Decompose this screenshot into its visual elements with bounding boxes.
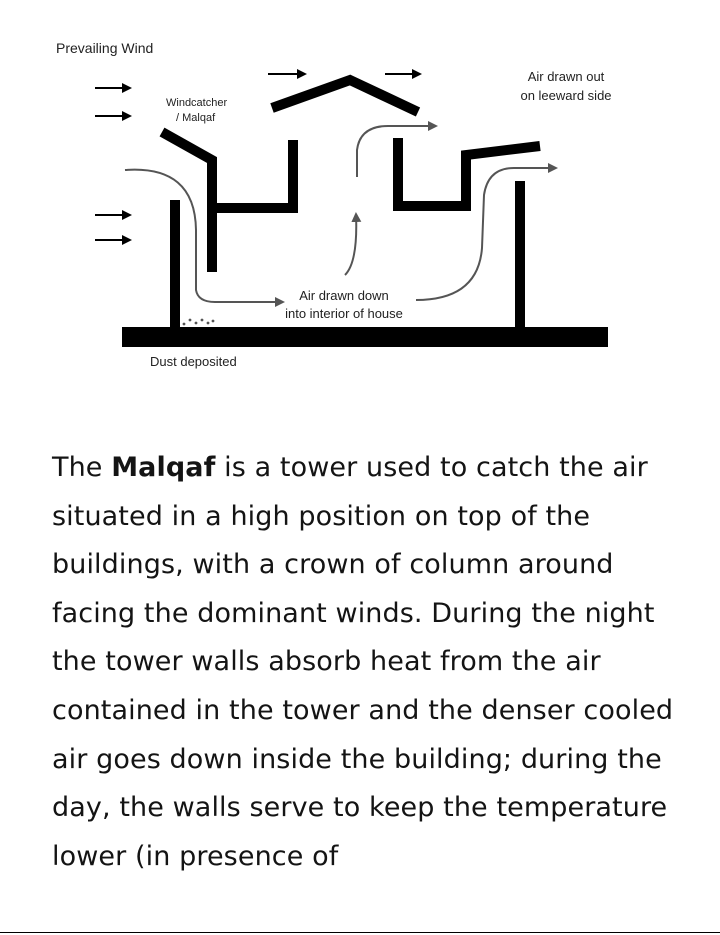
air-down-label-line1: Air drawn down (299, 288, 389, 303)
windcatcher-label-line2: / Malqaf (176, 112, 216, 124)
airflow-arrow-down (125, 170, 283, 302)
dust-label: Dust deposited (150, 354, 237, 369)
windcatcher-scoop (162, 132, 212, 272)
windcatcher-label-line1: Windcatcher (166, 97, 228, 109)
airflow-arrow-up (345, 214, 356, 275)
air-out-label-line2: on leeward side (520, 88, 612, 103)
article-body: is a tower used to catch the air situated in a high position on top of the buildings, with a crown of column around facing the dominant winds. During the night the tower walls absorb heat from the air contained in the tower and the denser cooled air goes down inside the building; during the day, the walls serve to keep the temperature lower (in presence of (52, 452, 674, 872)
malqaf-term: Malqaf (111, 452, 216, 483)
airflow-arrow-out (416, 168, 556, 300)
ground-slab (122, 327, 608, 347)
air-out-label-line1: Air drawn out (527, 69, 605, 84)
dust-particles (183, 319, 215, 326)
air-down-label-line2: into interior of house (285, 306, 403, 321)
article-intro: The (52, 452, 112, 483)
wind-arrows (95, 74, 420, 240)
bottom-divider (0, 932, 720, 933)
article-paragraph (52, 444, 692, 881)
prevailing-wind-label: Prevailing Wind (56, 40, 154, 56)
malqaf-diagram (0, 0, 720, 400)
windcatcher-inner-wall (212, 140, 293, 208)
roof (272, 80, 418, 112)
